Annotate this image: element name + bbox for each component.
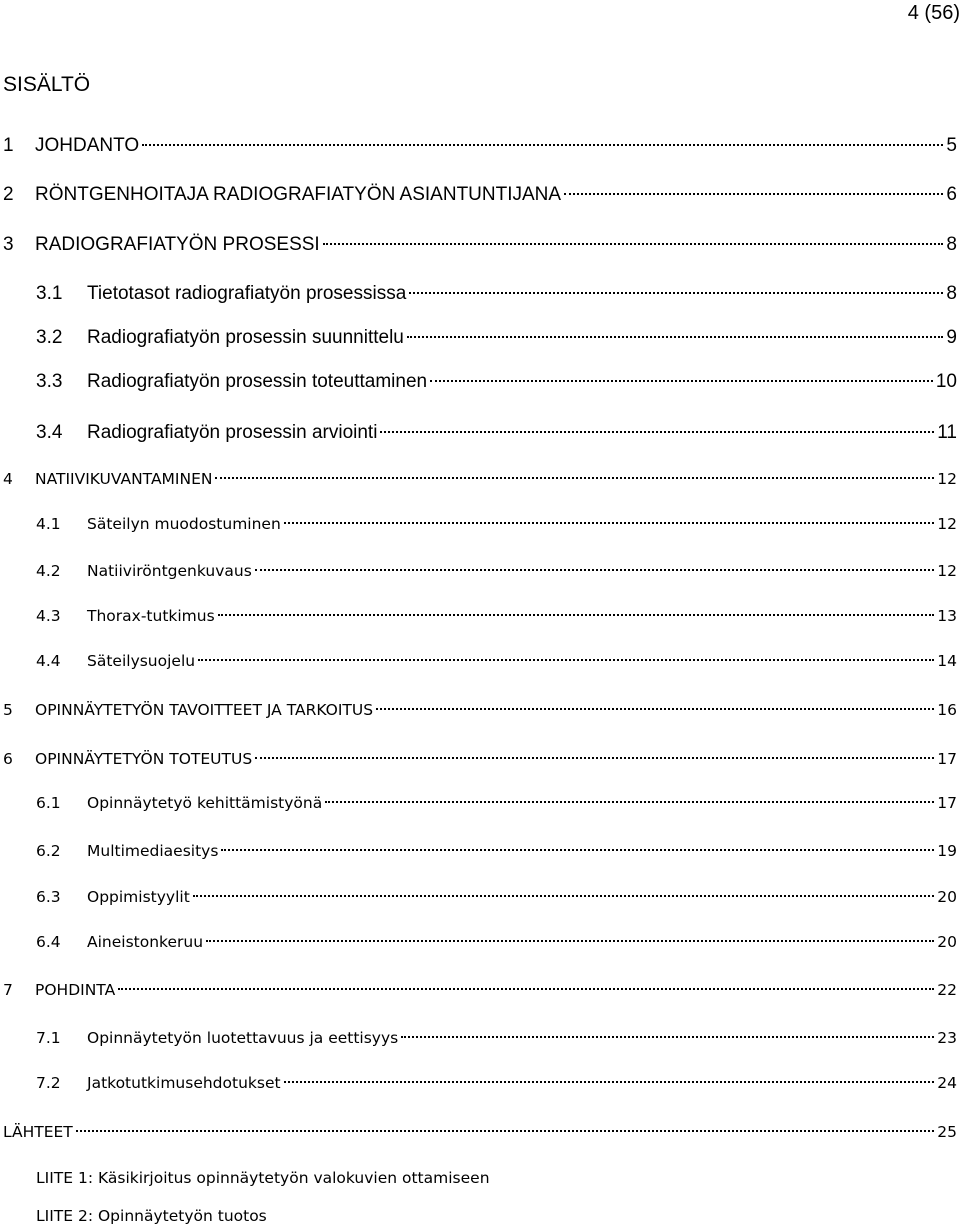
dot-leader: [76, 1130, 934, 1132]
dot-leader: [401, 1036, 934, 1038]
dot-leader: [376, 708, 934, 710]
toc-entry-2[interactable]: [0, 182, 957, 208]
toc-entry-page: 9: [946, 327, 957, 348]
toc-entry-page: 11: [937, 422, 957, 443]
toc-entry-title: NATIIVIKUVANTAMINEN: [35, 470, 213, 488]
toc-entry-page: 5: [946, 135, 957, 156]
appendix-1: LIITE 1: Käsikirjoitus opinnäytetyön valokuvien ottamiseen: [36, 1169, 490, 1187]
toc-entry-title: OPINNÄYTETYÖN TOTEUTUS: [35, 750, 253, 768]
toc-entry-page: 19: [937, 842, 957, 860]
toc-entry-number: 4: [3, 470, 13, 488]
toc-entry-title: OPINNÄYTETYÖN TAVOITTEET JA TARKOITUS: [35, 701, 374, 719]
toc-entry-number: 6.2: [36, 842, 61, 860]
toc-entry-number: 4.2: [36, 562, 61, 580]
dot-leader: [284, 522, 934, 524]
toc-entry-title: Oppimistyylit: [87, 888, 190, 906]
toc-entry-number: 1: [3, 135, 14, 156]
toc-entry-page: 17: [937, 750, 957, 768]
toc-entry-6-2[interactable]: [0, 838, 957, 864]
toc-entry-title: Jatkotutkimusehdotukset: [87, 1074, 281, 1092]
toc-entry-title: Radiografiatyön prosessin toteuttaminen: [87, 371, 428, 392]
toc-entry-4-2[interactable]: [0, 558, 957, 584]
toc-entry-references[interactable]: [0, 1119, 957, 1145]
toc-entry-page: 8: [946, 283, 957, 304]
toc-entry-page: 23: [937, 1029, 957, 1047]
toc-entry-page: 13: [937, 607, 957, 625]
toc-entry-number: 7.1: [36, 1029, 61, 1047]
toc-entry-number: 3: [3, 234, 14, 255]
toc-entry-title: Opinnäytetyö kehittämistyönä: [87, 794, 323, 812]
toc-entry-3-2[interactable]: [0, 325, 957, 351]
toc-entry-3[interactable]: [0, 232, 957, 258]
toc-heading: SISÄLTÖ: [3, 73, 91, 96]
toc-entry-3-1[interactable]: [0, 281, 957, 307]
toc-entry-title: Säteilysuojelu: [87, 652, 196, 670]
dot-leader: [218, 614, 935, 616]
dot-leader: [221, 849, 934, 851]
toc-entry-page: 20: [937, 933, 957, 951]
toc-entry-title: Radiografiatyön prosessin arviointi: [87, 422, 378, 443]
toc-entry-number: 3.1: [36, 283, 63, 304]
toc-entry-title: JOHDANTO: [35, 135, 140, 156]
toc-entry-6-1[interactable]: [0, 790, 957, 816]
dot-leader: [255, 569, 934, 571]
toc-entry-number: 7: [3, 981, 13, 999]
toc-entry-4[interactable]: [0, 466, 957, 492]
toc-entry-6-4[interactable]: [0, 929, 957, 955]
dot-leader: [255, 757, 934, 759]
dot-leader: [325, 801, 934, 803]
toc-entry-page: 22: [937, 981, 957, 999]
toc-entry-page: 6: [946, 184, 957, 205]
toc-entry-number: 5: [3, 701, 13, 719]
toc-entry-title: RÖNTGENHOITAJA RADIOGRAFIATYÖN ASIANTUNTIJANA: [35, 184, 562, 205]
toc-entry-page: 12: [937, 470, 957, 488]
toc-entry-7-2[interactable]: [0, 1070, 957, 1096]
toc-entry-page: 8: [946, 234, 957, 255]
toc-entry-title: Thorax-tutkimus: [87, 607, 215, 625]
toc-entry-page: 17: [937, 794, 957, 812]
dot-leader: [380, 431, 934, 433]
toc-entry-4-4[interactable]: [0, 648, 957, 674]
toc-entry-5[interactable]: [0, 697, 957, 723]
toc-entry-6[interactable]: [0, 746, 957, 772]
toc-entry-7-1[interactable]: [0, 1025, 957, 1051]
toc-entry-page: 10: [935, 371, 957, 392]
dot-leader: [407, 336, 944, 338]
page-number: 4 (56): [907, 2, 960, 24]
toc-entry-title: POHDINTA: [35, 981, 116, 999]
toc-entry-1[interactable]: [0, 133, 957, 159]
toc-entry-title: Natiiviröntgenkuvaus: [87, 562, 252, 580]
toc-entry-3-4[interactable]: [0, 420, 957, 446]
toc-entry-page: 12: [937, 562, 957, 580]
toc-entry-title: Opinnäytetyön luotettavuus ja eettisyys: [87, 1029, 399, 1047]
toc-entry-title: Aineistonkeruu: [87, 933, 204, 951]
toc-entry-page: 25: [937, 1123, 957, 1141]
toc-entry-page: 14: [937, 652, 957, 670]
toc-entry-6-3[interactable]: [0, 884, 957, 910]
toc-entry-4-3[interactable]: [0, 603, 957, 629]
toc-entry-title: Säteilyn muodostuminen: [87, 515, 281, 533]
toc-entry-page: 12: [937, 515, 957, 533]
dot-leader: [118, 988, 934, 990]
dot-leader: [564, 193, 943, 195]
dot-leader: [215, 477, 934, 479]
toc-entry-number: 4.1: [36, 515, 61, 533]
dot-leader: [284, 1081, 935, 1083]
toc-entry-number: 6.3: [36, 888, 61, 906]
toc-entry-4-1[interactable]: [0, 511, 957, 537]
toc-entry-number: 3.4: [36, 422, 63, 443]
toc-entry-number: 6.4: [36, 933, 61, 951]
toc-entry-page: 16: [937, 701, 957, 719]
toc-entry-7[interactable]: [0, 977, 957, 1003]
dot-leader: [206, 940, 934, 942]
toc-entry-title: RADIOGRAFIATYÖN PROSESSI: [35, 234, 320, 255]
dot-leader: [409, 292, 943, 294]
toc-entry-title: Multimediaesitys: [87, 842, 219, 860]
toc-entry-number: 7.2: [36, 1074, 61, 1092]
dot-leader: [193, 895, 934, 897]
toc-entry-number: 2: [3, 184, 14, 205]
toc-entry-number: 6: [3, 750, 13, 768]
toc-entry-3-3[interactable]: [0, 369, 957, 395]
toc-entry-page: 20: [937, 888, 957, 906]
toc-entry-number: 3.2: [36, 327, 63, 348]
toc-entry-title: LÄHTEET: [3, 1123, 73, 1141]
dot-leader: [323, 243, 944, 245]
toc-entry-number: 4.3: [36, 607, 61, 625]
toc-entry-page: 24: [937, 1074, 957, 1092]
dot-leader: [430, 380, 933, 382]
toc-entry-number: 6.1: [36, 794, 61, 812]
toc-entry-number: 3.3: [36, 371, 63, 392]
dot-leader: [198, 659, 934, 661]
toc-entry-number: 4.4: [36, 652, 61, 670]
toc-entry-title: Tietotasot radiografiatyön prosessissa: [87, 283, 407, 304]
dot-leader: [142, 144, 943, 146]
toc-entry-title: Radiografiatyön prosessin suunnittelu: [87, 327, 404, 348]
appendix-2: LIITE 2: Opinnäytetyön tuotos: [36, 1207, 267, 1225]
